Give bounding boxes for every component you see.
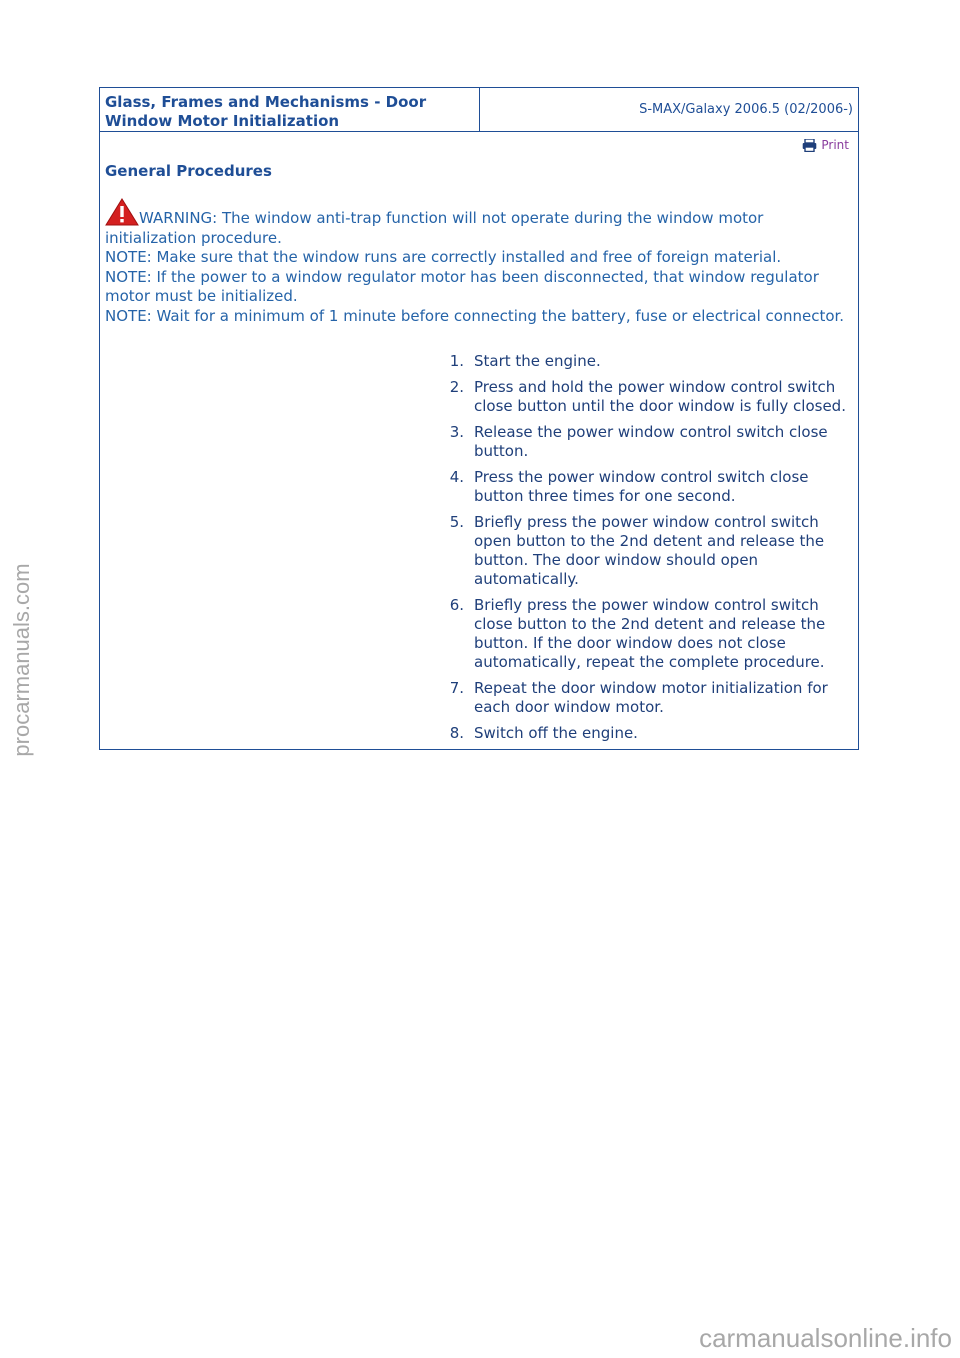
model-label: S-MAX/Galaxy 2006.5 (02/2006-) xyxy=(639,102,853,117)
step-number: 5. xyxy=(449,513,464,531)
note-item: NOTE: If the power to a window regulator motor has been disconnected, that window regulator motor must be initialized. xyxy=(105,267,819,306)
step-text: Switch off the engine. xyxy=(474,724,638,742)
step-item xyxy=(428,679,858,717)
print-label: Print xyxy=(821,138,849,152)
step-text: Release the power window control switch close button. xyxy=(474,423,828,460)
warning-triangle-icon xyxy=(105,198,139,226)
side-watermark xyxy=(2,540,42,780)
step-item xyxy=(428,352,858,371)
step-number: 6. xyxy=(449,596,464,614)
document-header xyxy=(99,87,859,132)
step-item xyxy=(428,724,858,743)
step-item xyxy=(428,513,858,589)
step-number: 2. xyxy=(449,378,464,396)
notes-block xyxy=(105,198,845,327)
step-text: Briefly press the power window control switch open button to the 2nd detent and release the button. The door window should open automatically. xyxy=(474,513,825,588)
document-title: Glass, Frames and Mechanisms - Door Window Motor Initialization xyxy=(100,88,480,131)
printer-icon xyxy=(802,139,817,152)
step-item xyxy=(428,423,858,461)
step-text: Press the power window control switch close button three times for one second. xyxy=(474,468,809,505)
step-text: Start the engine. xyxy=(474,352,601,370)
warning-note xyxy=(105,198,845,248)
step-item xyxy=(428,596,858,672)
procedure-steps xyxy=(428,352,858,750)
step-number: 3. xyxy=(449,423,464,441)
side-watermark-text: procarmanuals.com xyxy=(9,563,34,757)
warning-text: WARNING: The window anti-trap function will not operate during the window motor initialization procedure. xyxy=(105,209,764,247)
step-number: 4. xyxy=(449,468,464,486)
step-item xyxy=(428,468,858,506)
step-item xyxy=(428,378,858,416)
bottom-watermark: carmanualsonline.info xyxy=(699,1323,952,1353)
step-text: Briefly press the power window control switch close button to the 2nd detent and release the button. If the door window does not close automatically, repeat the complete procedure. xyxy=(474,596,826,671)
step-number: 7. xyxy=(449,679,464,697)
section-title: General Procedures xyxy=(105,162,272,180)
step-text: Press and hold the power window control switch close button until the door window is fully closed. xyxy=(474,378,846,415)
step-number: 8. xyxy=(449,724,464,742)
content-panel xyxy=(99,132,859,750)
step-number: 1. xyxy=(449,352,464,370)
note-item: NOTE: Make sure that the window runs are correctly installed and free of foreign material. xyxy=(105,248,782,267)
step-text: Repeat the door window motor initialization for each door window motor. xyxy=(474,679,828,716)
print-link[interactable] xyxy=(802,138,849,152)
note-item: NOTE: Wait for a minimum of 1 minute before connecting the battery, fuse or electrical connector. xyxy=(105,306,845,325)
